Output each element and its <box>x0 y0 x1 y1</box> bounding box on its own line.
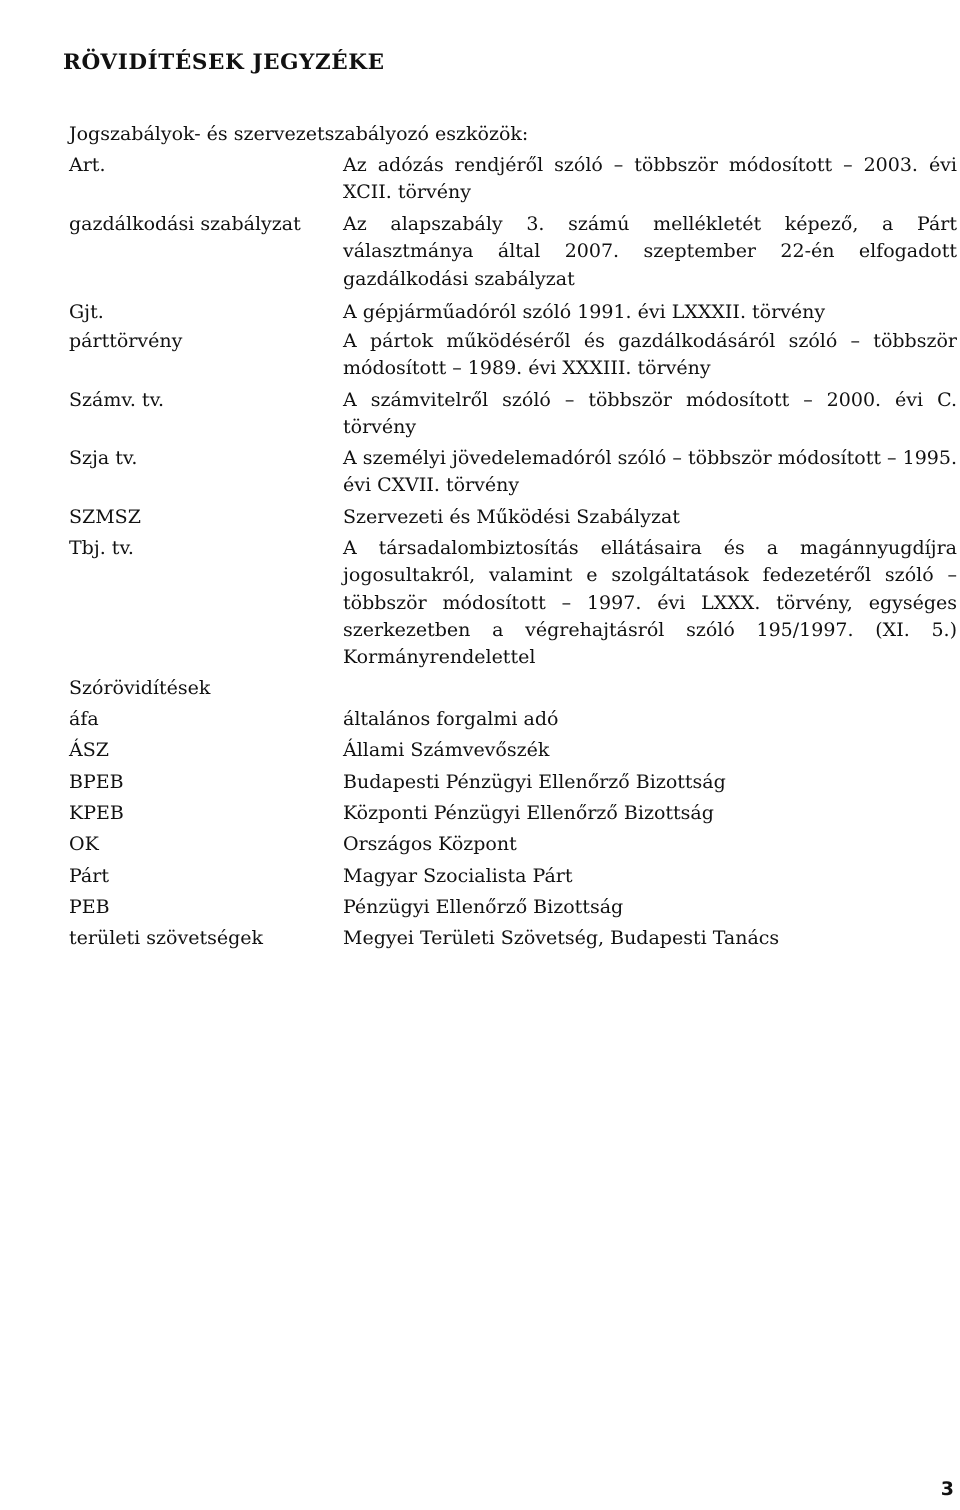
abbreviation-term: Gjt. <box>69 301 104 323</box>
abbreviation-row <box>69 831 957 858</box>
abbreviation-row <box>69 387 957 442</box>
abbreviation-definition: A számvitelről szóló – többször módosított – 2000. évi C. törvény <box>343 389 957 439</box>
page-title: RÖVIDÍTÉSEK JEGYZÉKE <box>63 50 385 75</box>
abbreviation-row <box>69 535 957 671</box>
abbreviation-row <box>69 152 957 207</box>
abbreviation-term: területi szövetségek <box>69 927 263 949</box>
abbreviation-term: KPEB <box>69 802 124 824</box>
abbreviation-definition: Az adózás rendjéről szóló – többször módosított – 2003. évi XCII. törvény <box>343 154 957 204</box>
abbreviation-row <box>69 925 957 952</box>
abbreviation-row <box>69 863 957 890</box>
abbreviation-definition: Budapesti Pénzügyi Ellenőrző Bizottság <box>343 771 726 793</box>
abbreviation-row <box>69 504 957 531</box>
section-heading-word-abbreviations: Szórövidítések <box>69 677 211 699</box>
abbreviation-definition: Pénzügyi Ellenőrző Bizottság <box>343 896 624 918</box>
abbreviation-definition: A társadalombiztosítás ellátásaira és a magánnyugdíjra jogosultakról, valamint e szolgáltatások fedezetéről szóló – többször módosított – 1997. évi LXXX. törvény, egységes szerkezetben a végrehajtásról szóló 195/1997. (XI. 5.) Kormányrendelettel <box>343 537 957 669</box>
abbreviation-definition: Az alapszabály 3. számú mellékletét képező, a Párt választmánya által 2007. szeptember 22-én elfogadott gazdálkodási szabályzat <box>343 213 957 290</box>
section-heading-legal-instruments: Jogszabályok- és szervezetszabályozó eszközök: <box>69 123 529 145</box>
abbreviation-row <box>69 445 957 500</box>
abbreviation-row <box>69 894 957 921</box>
abbreviation-term: Art. <box>69 154 106 176</box>
abbreviation-term: SZMSZ <box>69 506 141 528</box>
abbreviation-row <box>69 769 957 796</box>
abbreviation-definition: A személyi jövedelemadóról szóló – többször módosított – 1995. évi CXVII. törvény <box>343 447 957 497</box>
abbreviation-term: párttörvény <box>69 330 183 352</box>
abbreviation-definition: Országos Központ <box>343 833 517 855</box>
abbreviation-row <box>69 800 957 827</box>
abbreviation-definition: A gépjárműadóról szóló 1991. évi LXXXII. törvény <box>343 301 826 323</box>
abbreviation-term: PEB <box>69 896 110 918</box>
page-number: 3 <box>940 1478 954 1500</box>
abbreviation-definition: Megyei Területi Szövetség, Budapesti Tanács <box>343 927 780 949</box>
abbreviation-term: Szja tv. <box>69 447 138 469</box>
abbreviation-term: Számv. tv. <box>69 389 165 411</box>
abbreviation-definition: Szervezeti és Működési Szabályzat <box>343 506 680 528</box>
abbreviation-row <box>69 737 957 764</box>
abbreviation-term: gazdálkodási szabályzat <box>69 213 301 235</box>
abbreviation-row <box>69 299 957 326</box>
abbreviation-term: OK <box>69 833 99 855</box>
abbreviation-definition: A pártok működéséről és gazdálkodásáról szóló – többször módosított – 1989. évi XXXIII. törvény <box>343 330 957 380</box>
abbreviation-term: ÁSZ <box>69 739 109 761</box>
abbreviation-definition: Központi Pénzügyi Ellenőrző Bizottság <box>343 802 714 824</box>
abbreviation-definition: Állami Számvevőszék <box>343 739 550 761</box>
abbreviation-row <box>69 328 957 383</box>
abbreviation-term: BPEB <box>69 771 124 793</box>
abbreviation-term: Párt <box>69 865 109 887</box>
abbreviation-row <box>69 211 957 293</box>
abbreviation-definition: Magyar Szocialista Párt <box>343 865 573 887</box>
abbreviation-term: áfa <box>69 708 99 730</box>
abbreviation-row <box>69 706 957 733</box>
abbreviation-definition: általános forgalmi adó <box>343 708 559 730</box>
abbreviation-term: Tbj. tv. <box>69 537 134 559</box>
